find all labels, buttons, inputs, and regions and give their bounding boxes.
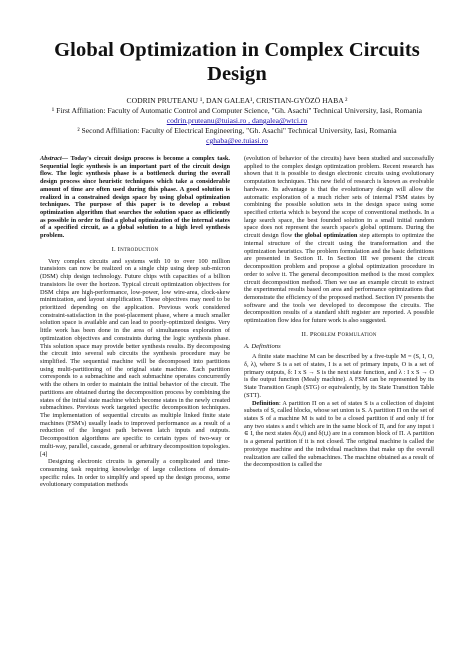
subsection-heading-definitions: A. Definitions bbox=[244, 342, 281, 350]
section-heading-problem-formulation: II. Problem Formulation bbox=[301, 330, 377, 338]
intro-paragraph-1: Very complex circuits and systems with 10 to over 100 million transistors can now be realized on a single chip using deep sub-micron (DSM) chip design technology. Future chips with capacities of a billion transistors lie over the horizon. Typical circuit optimization objectives for DSM chips are high-performance, low-power, low wire-area, clock-skew minimization, and layout simplification. These objectives may need to be prioritized depending on the application. Previous work considered constraint-satisfaction in the post-placement phase, where a much smaller solution space is available and can lead to poorly-optimized designs. Very little work has been done in the area of simultaneous exploration of optimization objectives and constraints during the logic synthesis phase. This solution space may provide better synthesis results. By decomposing the circuit into several sub circuits the synthesis procedure may be simplified. The sequential machine will be decomposed into partitions using multi-partitioning of the original state machine. Each partition corresponds to a submachine and each submachine operates concurrently with the others in order to maintain the initial behavior of the circuit. The partitions are obtained during the decomposition process by combining the states of the initial state machine which become states in the newly created submachines. Previous work targeted specific decomposition techniques. The implementation of sequential circuits as multiple linked finite state machines (FSM's) usually leads to improved performance as a result of a reduction of the longest path between latch inputs and outputs. Decomposition algorithms are specific to certain types of two-way or multi-way, parallel, cascade, general or arbitrary decomposition topologies. [4] bbox=[40, 257, 231, 458]
affiliation-1: ¹ First Affiliation: Faculty of Automatic Control and Computer Science, "Gh. Asachi" Technical University, Iasi, Romania bbox=[51, 106, 423, 115]
definitions-paragraph-1: A finite state machine M can be described by a five-tuple M = (S, I, O, δ, λ), where S is a set of states, I is a set of primary inputs, O is a set of primary outputs, δ: I x S → S is the next state function, and λ : I x S → O is the output function (Mealy machine). A FSM can be represented by its State Transition Graph (STG) or equivalently, by its State Transition Table (STT). bbox=[244, 353, 434, 399]
author-names: CODRIN PRUTEANU ¹, DAN GALEA¹, CRISTIAN-GYÖZÖ HABA ² bbox=[126, 96, 348, 105]
intro-p3-c: step attempts to optimize the internal structure of the circuit using the transformation and the optimization heuristics. The problem formulation and the basic definitions are presented in Section II. In Section III we present the circuit decomposition problem and propose a global optimization procedure in order to solve it. The general decomposition method is the most complex circuit decomposition method. Then we use an example circuit to extract the experimental results based on area and performance optimizations that demonstrate the efficiency of the proposed method. Section IV presents the software and the tools we developed to decompose the circuits. The decomposition results of a standard shift register are reported. A possible optimization flow idea for future work is also suggested. bbox=[244, 232, 434, 325]
intro-paragraph-3 bbox=[244, 155, 434, 325]
right-column bbox=[244, 155, 434, 489]
definitions-paragraph-2 bbox=[244, 400, 434, 469]
intro-p3-a: (evolution of behavior of the circuits) have been studied and successfully applied to the complex design optimization problem. Recent research has shown that it is possible to design electronic circuits using evolutionary computation techniques. This new field of research is known as evolvable hardware. Its advantage is that the evolutionary design will allow the automatic exploration of a much richer sets of internal FSM states by combining the possible solution sets in the design space using some specified criteria which is beyond the scope of conventional methods. In a large search space, the best founded solution in a small initial random space does not represent the search space's global optimum. During the circuit design flow bbox=[244, 155, 434, 240]
section-heading-introduction: I. Introduction bbox=[111, 245, 159, 253]
email-link-1[interactable]: codrin.pruteanu@tuiasi.ro , dangalea@wtci.ro bbox=[166, 116, 308, 125]
abstract-lead: Abstract— bbox=[40, 155, 68, 162]
left-column bbox=[40, 155, 230, 489]
email-link-2[interactable]: cghaba@ee.tuiasi.ro bbox=[206, 136, 268, 145]
intro-p3-bold: the global optimization bbox=[294, 232, 358, 240]
definition-label: Definition bbox=[252, 399, 279, 407]
definition-text: : A partition Π on a set of states S is a collection of disjoint subsets of S, called blocks, whose set union is S. A partition Π on the set of states S of a machine M is said to be a closed partition if and only if for any two states s and t which are in the same block of Π, and for any input i ∈ I, the next states δ(s,i) and δ(t,i) are in a common block of Π. A partition is a general partition if it is not closed. The original machine is called the prototype machine and the individual machines that make up the overall realization are called the submachines. The machine obtained as a result of the decomposition is called the bbox=[244, 399, 434, 469]
abstract bbox=[40, 155, 230, 240]
two-column-body bbox=[40, 155, 434, 489]
affiliation-2: ² Second Affiliation: Faculty of Electrical Engineering, "Gh. Asachi" Technical University, Iasi, Romania bbox=[77, 126, 397, 135]
intro-paragraph-2: Designing electronic circuits is generally a complicated and time-consuming task requiring knowledge of large collections of domain-specific rules. In order to simplify and speed up the design process, some evolutionary computation methods bbox=[40, 458, 230, 489]
abstract-text: Today's circuit design process is become a complex task. Sequential logic synthesis is an important part of the circuit design flow. The logic synthesis phase is a bottleneck during the overall design process since heuristic techniques which take a considerable amount of time are often used during this phase. A good solution is realized in a constrained design space by using global optimization techniques. The purpose of this paper is to develop a robust optimization algorithm that searches the solution space as efficiently as possible in order to find a global optimization of the internal states of a specified circuit, as a global solution to a high level synthesis problem. bbox=[40, 155, 230, 240]
paper-title: Global Optimization in Complex Circuits Design bbox=[54, 39, 420, 85]
author-block bbox=[40, 96, 434, 146]
